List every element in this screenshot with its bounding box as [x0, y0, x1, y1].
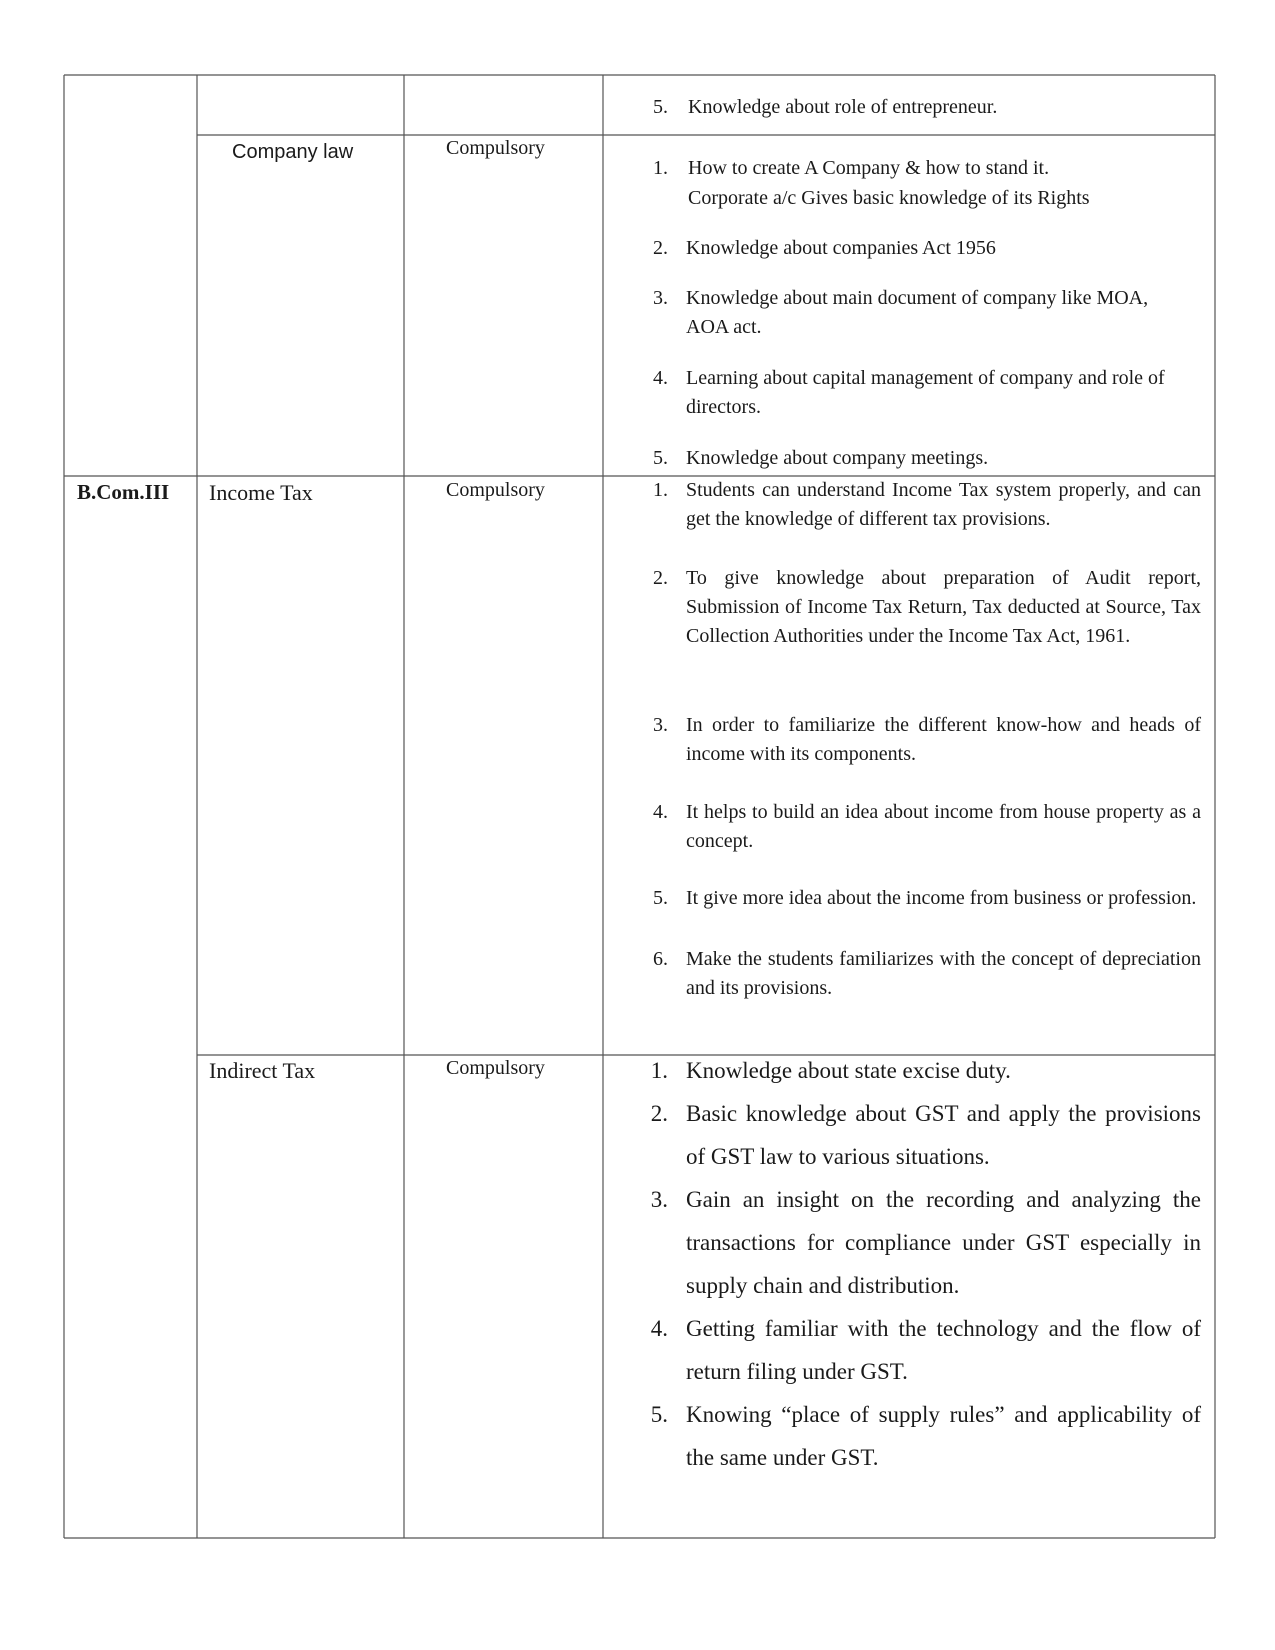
subject-company-law: Company law	[232, 141, 354, 163]
outcome-text: Knowledge about main document of company like MOA, AOA act.	[686, 287, 1149, 338]
outcome-number: 2.	[653, 237, 668, 259]
outcome-number: 5.	[650, 1402, 668, 1427]
outcome-number: 6.	[653, 948, 668, 970]
class-label: B.Com.III	[77, 480, 170, 504]
outcome-text: It give more idea about the income from business or profession.	[686, 887, 1197, 909]
outcome-text: Gain an insight on the recording and analyzing the transactions for compliance under GST especially in supply chain and distribution.	[686, 1187, 1201, 1298]
outcome-text-line: Corporate a/c Gives basic knowledge of its Rights	[688, 187, 1090, 209]
outcome-number: 3.	[653, 287, 668, 309]
outcome-number: 4.	[650, 1316, 668, 1341]
outcome-number: 5.	[653, 447, 668, 469]
outcome-number: 3.	[650, 1187, 668, 1212]
outcome-text: Learning about capital management of company and role of directors.	[686, 367, 1165, 418]
outcome-text: It helps to build an idea about income from house property as a concept.	[686, 801, 1201, 852]
outcome-text: Getting familiar with the technology and the flow of return filing under GST.	[686, 1316, 1201, 1384]
outcome-text: Knowledge about company meetings.	[686, 447, 989, 469]
outcome-number: 2.	[653, 567, 668, 589]
outcome-number: 1.	[653, 479, 668, 501]
subject-income-tax: Income Tax	[209, 480, 313, 505]
subject-indirect-tax: Indirect Tax	[209, 1058, 316, 1083]
outcome-number: 3.	[653, 714, 668, 736]
outcome-number: 4.	[653, 367, 668, 389]
outcome-number: 1.	[650, 1058, 668, 1083]
outcome-text: Make the students familiarizes with the concept of depreciation and its provisions.	[686, 948, 1201, 999]
outcome-number: 5.	[653, 96, 668, 118]
course-type: Compulsory	[446, 479, 545, 501]
outcome-text: Knowledge about companies Act 1956	[686, 237, 996, 259]
course-type: Compulsory	[446, 1057, 545, 1079]
outcome-text: Basic knowledge about GST and apply the provisions of GST law to various situations.	[686, 1101, 1201, 1169]
outcome-text: To give knowledge about preparation of Audit report, Submission of Income Tax Return, Tax deducted at Source, Tax Collection Authorities under the Income Tax Act, 1961.	[686, 567, 1201, 647]
outcome-text: Students can understand Income Tax system properly, and can get the knowledge of different tax provisions.	[686, 479, 1201, 530]
outcome-text: In order to familiarize the different know-how and heads of income with its components.	[686, 714, 1201, 765]
course-type: Compulsory	[446, 137, 545, 159]
outcome-number: 5.	[653, 887, 668, 909]
outcome-text: Knowing “place of supply rules” and applicability of the same under GST.	[686, 1402, 1201, 1470]
outcome-text-line: How to create A Company & how to stand it.	[688, 157, 1050, 179]
outcome-text: Knowledge about state excise duty.	[686, 1058, 1011, 1083]
outcome-number: 4.	[653, 801, 668, 823]
outcome-text: Knowledge about role of entrepreneur.	[688, 96, 998, 118]
outcome-number: 2.	[650, 1101, 668, 1126]
outcome-number: 1.	[653, 157, 668, 179]
